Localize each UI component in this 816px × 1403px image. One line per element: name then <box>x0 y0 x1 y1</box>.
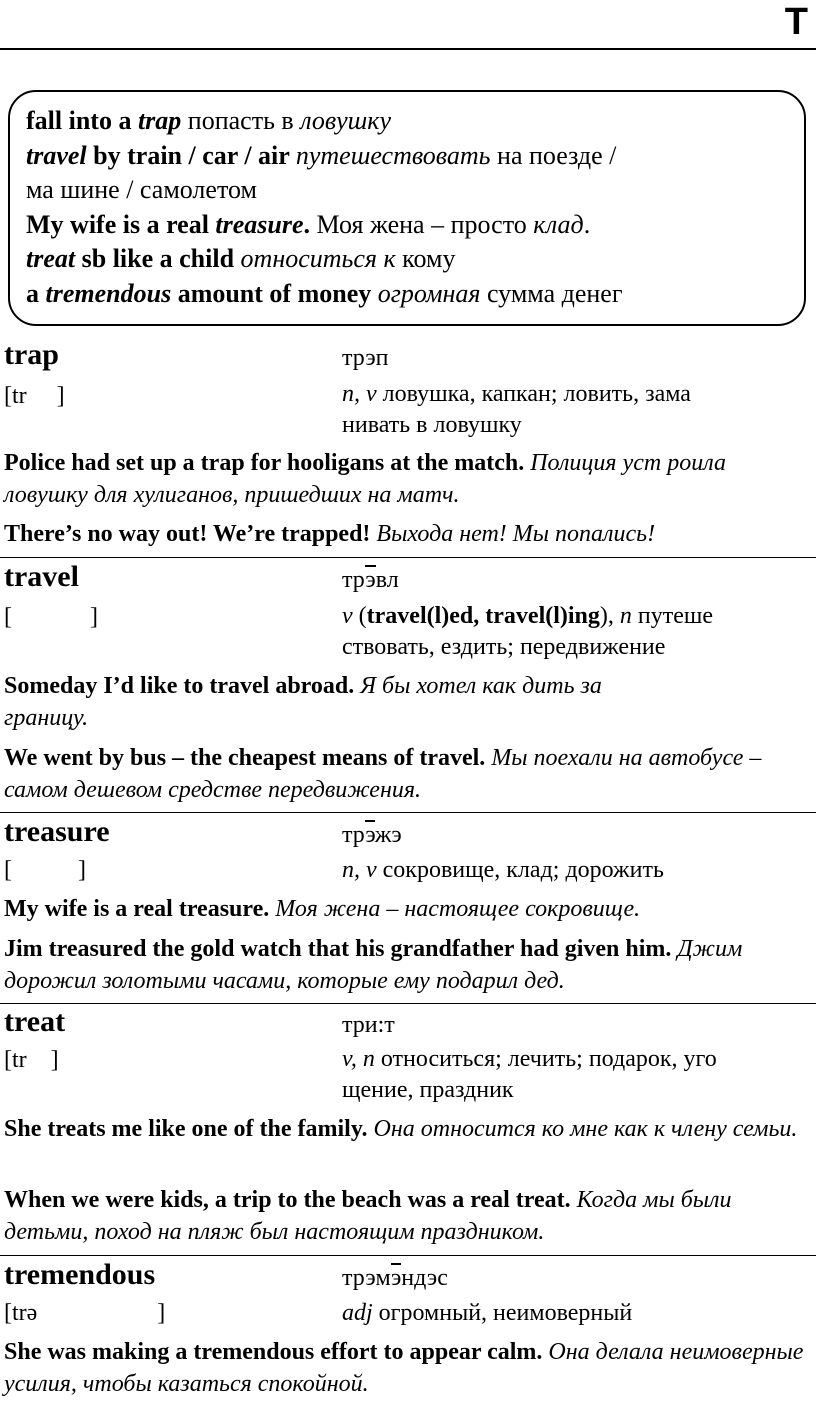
meaning-text: огромный, неимоверный <box>372 1300 633 1326</box>
example-en: There’s no way out! We’re trapped! <box>4 521 371 547</box>
phrase-ru-italic: клад <box>533 209 584 239</box>
meaning-text: ), <box>599 603 620 629</box>
example-en: Police had set up a trap for hooligans at the match. <box>4 450 525 476</box>
pronunciation-treat: три:т <box>342 1012 395 1038</box>
part-of-speech: n, v <box>342 381 377 407</box>
phrase-line <box>26 139 804 174</box>
headword-treasure: treasure <box>4 815 110 848</box>
phrase-en: My wife is a real <box>26 209 216 239</box>
phrase-en: sb like a child <box>75 244 241 273</box>
pronunciation-trap: трэп <box>342 345 389 371</box>
pronunciation-travel <box>342 565 399 595</box>
example-en: My wife is a real treasure. <box>4 896 270 922</box>
stressed-vowel: э <box>365 822 375 848</box>
pron-part: тр <box>342 822 366 848</box>
meaning-text: щение, праздник <box>342 1077 514 1103</box>
phrase-line <box>26 208 804 243</box>
phrase-keyword: trap <box>137 106 182 135</box>
example-ru: Моя жена – настоящее сокровище. <box>269 896 641 922</box>
phrase-ru: ма шине / самолетом <box>26 175 257 204</box>
meaning-text: ( <box>352 603 367 629</box>
phrase-ru: кому <box>395 244 456 273</box>
meaning-trap <box>342 379 802 441</box>
phrase-en: fall into a <box>26 106 138 135</box>
part-of-speech: adj <box>342 1300 373 1326</box>
phrase-ru: сумма денег <box>480 278 623 308</box>
phrase-keyword: travel <box>26 140 87 170</box>
meaning-treasure <box>342 855 802 886</box>
example-treat-2 <box>4 1185 810 1248</box>
headword-treat: treat <box>4 1005 66 1038</box>
example-en: She was making a tremendous effort to appear calm. <box>4 1339 543 1365</box>
meaning-tremendous <box>342 1298 802 1329</box>
part-of-speech: v <box>342 603 353 629</box>
headword-trap: trap <box>4 338 59 371</box>
phrase-en: . <box>303 209 311 239</box>
example-en: Someday I’d like to travel abroad. <box>4 673 355 699</box>
meaning-travel <box>342 601 802 663</box>
phrase-ru-italic: огромная <box>377 278 481 308</box>
meaning-text: ствовать, ездить; передвижение <box>342 634 666 660</box>
stressed-vowel: э <box>390 1265 402 1291</box>
pron-part: тр <box>342 567 366 593</box>
phrase-en: amount of money <box>171 278 378 308</box>
phrase-ru-italic: ловушку <box>300 106 392 135</box>
example-treat-1 <box>4 1114 810 1146</box>
example-ru: Я бы хотел как дить за границу. <box>4 673 602 731</box>
headword-travel: travel <box>4 560 79 593</box>
example-en: Jim treasured the gold watch that his grandfather had given him. <box>4 936 672 962</box>
pron-part: трэм <box>342 1265 391 1291</box>
phrase-keyword: treat <box>26 244 76 273</box>
transcription-tremendous: [trə ] <box>4 1300 166 1326</box>
meaning-text: сокровище, клад; дорожить <box>376 857 664 883</box>
example-treasure-2 <box>4 934 810 997</box>
example-en: She treats me like one of the family. <box>4 1116 368 1142</box>
phrase-en: by train / car / air <box>86 140 296 170</box>
pron-part: вл <box>375 567 399 593</box>
example-ru: Полиция уст роила ловушку для хулиганов, пришедших на матч. <box>4 450 726 508</box>
example-ru: Выхода нет! Мы попались! <box>370 521 656 547</box>
pron-part: жэ <box>374 822 402 848</box>
meaning-treat <box>342 1044 802 1106</box>
transcription-travel: [ ] <box>4 604 98 630</box>
example-travel-1 <box>4 671 644 734</box>
headword-tremendous: tremendous <box>4 1258 156 1291</box>
header-rule <box>0 48 816 50</box>
phrase-keyword: tremendous <box>45 278 172 308</box>
meaning-text: ловушка, капкан; ловить, зама <box>376 381 691 407</box>
pronunciation-tremendous <box>342 1263 448 1293</box>
example-tremendous-1 <box>4 1337 810 1400</box>
part-of-speech: n, v <box>342 857 377 883</box>
example-ru: Мы поехали на автобусе – самом дешевом средстве передвижения. <box>4 745 762 803</box>
example-travel-2 <box>4 743 810 806</box>
phrase-keyword: treasure <box>215 209 304 239</box>
example-trap-2 <box>4 519 810 551</box>
phrase-line <box>26 277 804 312</box>
pronunciation-treasure <box>342 820 402 850</box>
transcription-trap: [tr ] <box>4 383 65 409</box>
page-letter-heading: T <box>784 1 808 43</box>
example-ru: Она делала неимоверные усилия, чтобы казаться спокойной. <box>4 1339 804 1397</box>
entry-divider <box>0 812 816 813</box>
phrase-ru: Моя жена – просто <box>310 209 534 239</box>
phrase-box <box>8 90 806 326</box>
phrase-line <box>26 173 804 208</box>
meaning-text: путеше <box>631 603 714 629</box>
example-en: When we were kids, a trip to the beach was a real treat. <box>4 1187 571 1213</box>
phrase-line <box>26 104 804 139</box>
stressed-vowel: э <box>365 567 376 593</box>
phrase-ru: . <box>583 209 591 239</box>
example-treasure-1 <box>4 894 810 926</box>
transcription-treat: [tr ] <box>4 1047 59 1073</box>
transcription-treasure: [ ] <box>4 857 86 883</box>
phrase-line <box>26 242 804 277</box>
pron-part: ндэс <box>401 1265 448 1291</box>
entry-divider <box>0 1255 816 1256</box>
phrase-ru: попасть в <box>181 106 301 135</box>
phrase-ru: на поезде / <box>490 140 617 170</box>
verb-forms: travel(l)ed, travel(l)ing <box>366 603 600 629</box>
part-of-speech: v, n <box>342 1046 375 1072</box>
meaning-text: относиться; лечить; подарок, уго <box>374 1046 717 1072</box>
example-ru: Она относится ко мне как к члену семьи. <box>367 1116 798 1142</box>
entry-divider <box>0 1003 816 1004</box>
example-en: We went by bus – the cheapest means of travel. <box>4 745 486 771</box>
phrase-en: a <box>26 278 46 308</box>
phrase-ru-italic: относиться к <box>240 244 396 273</box>
phrase-ru-italic: путешествовать <box>295 140 491 170</box>
example-ru: Когда мы были детьми, поход на пляж был настоящим праздником. <box>4 1187 732 1245</box>
entry-divider <box>0 557 816 558</box>
example-ru: Джим дорожил золотыми часами, которые ему подарил дед. <box>4 936 743 994</box>
part-of-speech: n <box>619 603 632 629</box>
meaning-text: нивать в ловушку <box>342 412 522 438</box>
example-trap-1 <box>4 448 810 511</box>
